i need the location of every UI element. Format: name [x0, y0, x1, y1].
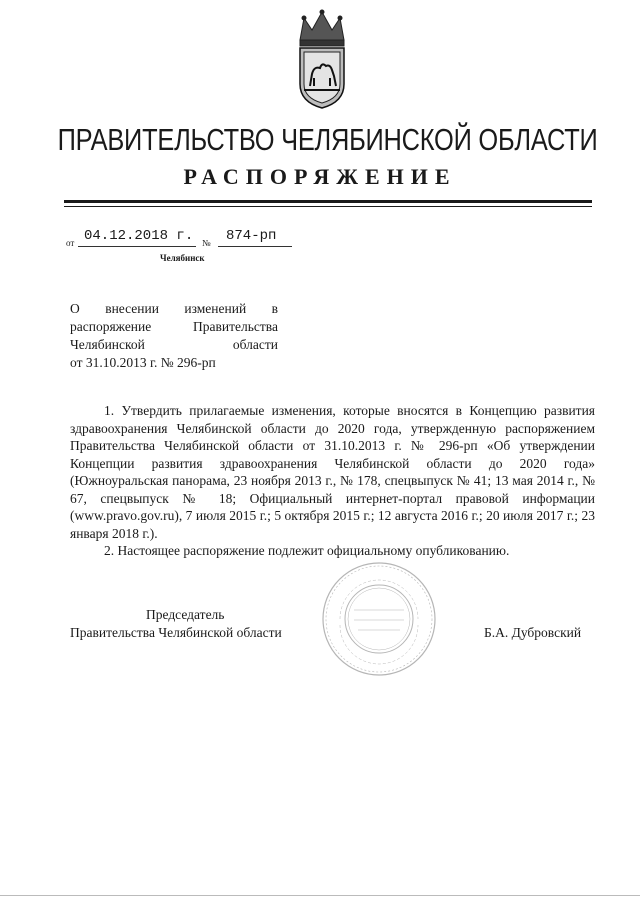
page-bottom-edge: [0, 895, 640, 896]
city-label: Челябинск: [160, 253, 205, 263]
number-prefix: №: [202, 238, 211, 248]
subject-line: от 31.10.2013 г. № 296-рп: [70, 355, 216, 370]
number-field: [218, 228, 292, 247]
paragraph-1: 1. Утвердить прилагаемые изменения, которые вносятся в Концепцию развития здравоохранения Челябинской области до 2020 года, утвержденную распоряжением Правительства Челябинской области от 31.10.2013 г. № 296-рп «Об утверждении Концепции развития здравоохранения Челябинской области до 2020 года» (Южноуральская панорама, 23 ноября 2013 г., № 178, спецвыпуск № 41; 13 мая 2014 г., № 67, спецвыпуск № 18; Официальный интернет-портал правовой информации (www.pravo.gov.ru), 7 июля 2015 г.; 5 октября 2015 г.; 12 августа 2016 г.; 20 июля 2017 г.; 23 января 2018 г.).: [70, 403, 595, 541]
header-rule-thin: [64, 206, 592, 207]
document-type: РАСПОРЯЖЕНИЕ: [183, 164, 457, 189]
coat-of-arms-icon: [290, 6, 354, 110]
date-prefix: от: [66, 238, 75, 248]
document-body: [70, 402, 595, 560]
date-field: [78, 228, 196, 247]
paragraph-2: 2. Настоящее распоряжение подлежит официальному опубликованию.: [104, 543, 510, 558]
government-title: ПРАВИТЕЛЬСТВО ЧЕЛЯБИНСКОЙ ОБЛАСТИ: [57, 122, 598, 157]
official-stamp-icon: [320, 560, 438, 678]
subject-line: Челябинской области: [70, 337, 278, 352]
document-date: 04.12.2018 г.: [84, 228, 194, 244]
signatory-role-line1: Председатель: [146, 607, 225, 622]
signatory-name: Б.А. Дубровский: [484, 625, 582, 640]
document-number: 874-рп: [226, 228, 277, 244]
subject-line: О внесении изменений в: [70, 301, 278, 316]
subject-line: распоряжение Правительства: [70, 319, 278, 334]
document-subject: [70, 300, 278, 372]
signatory-role-line2: Правительства Челябинской области: [70, 625, 282, 640]
header-rule-thick: [64, 200, 592, 203]
